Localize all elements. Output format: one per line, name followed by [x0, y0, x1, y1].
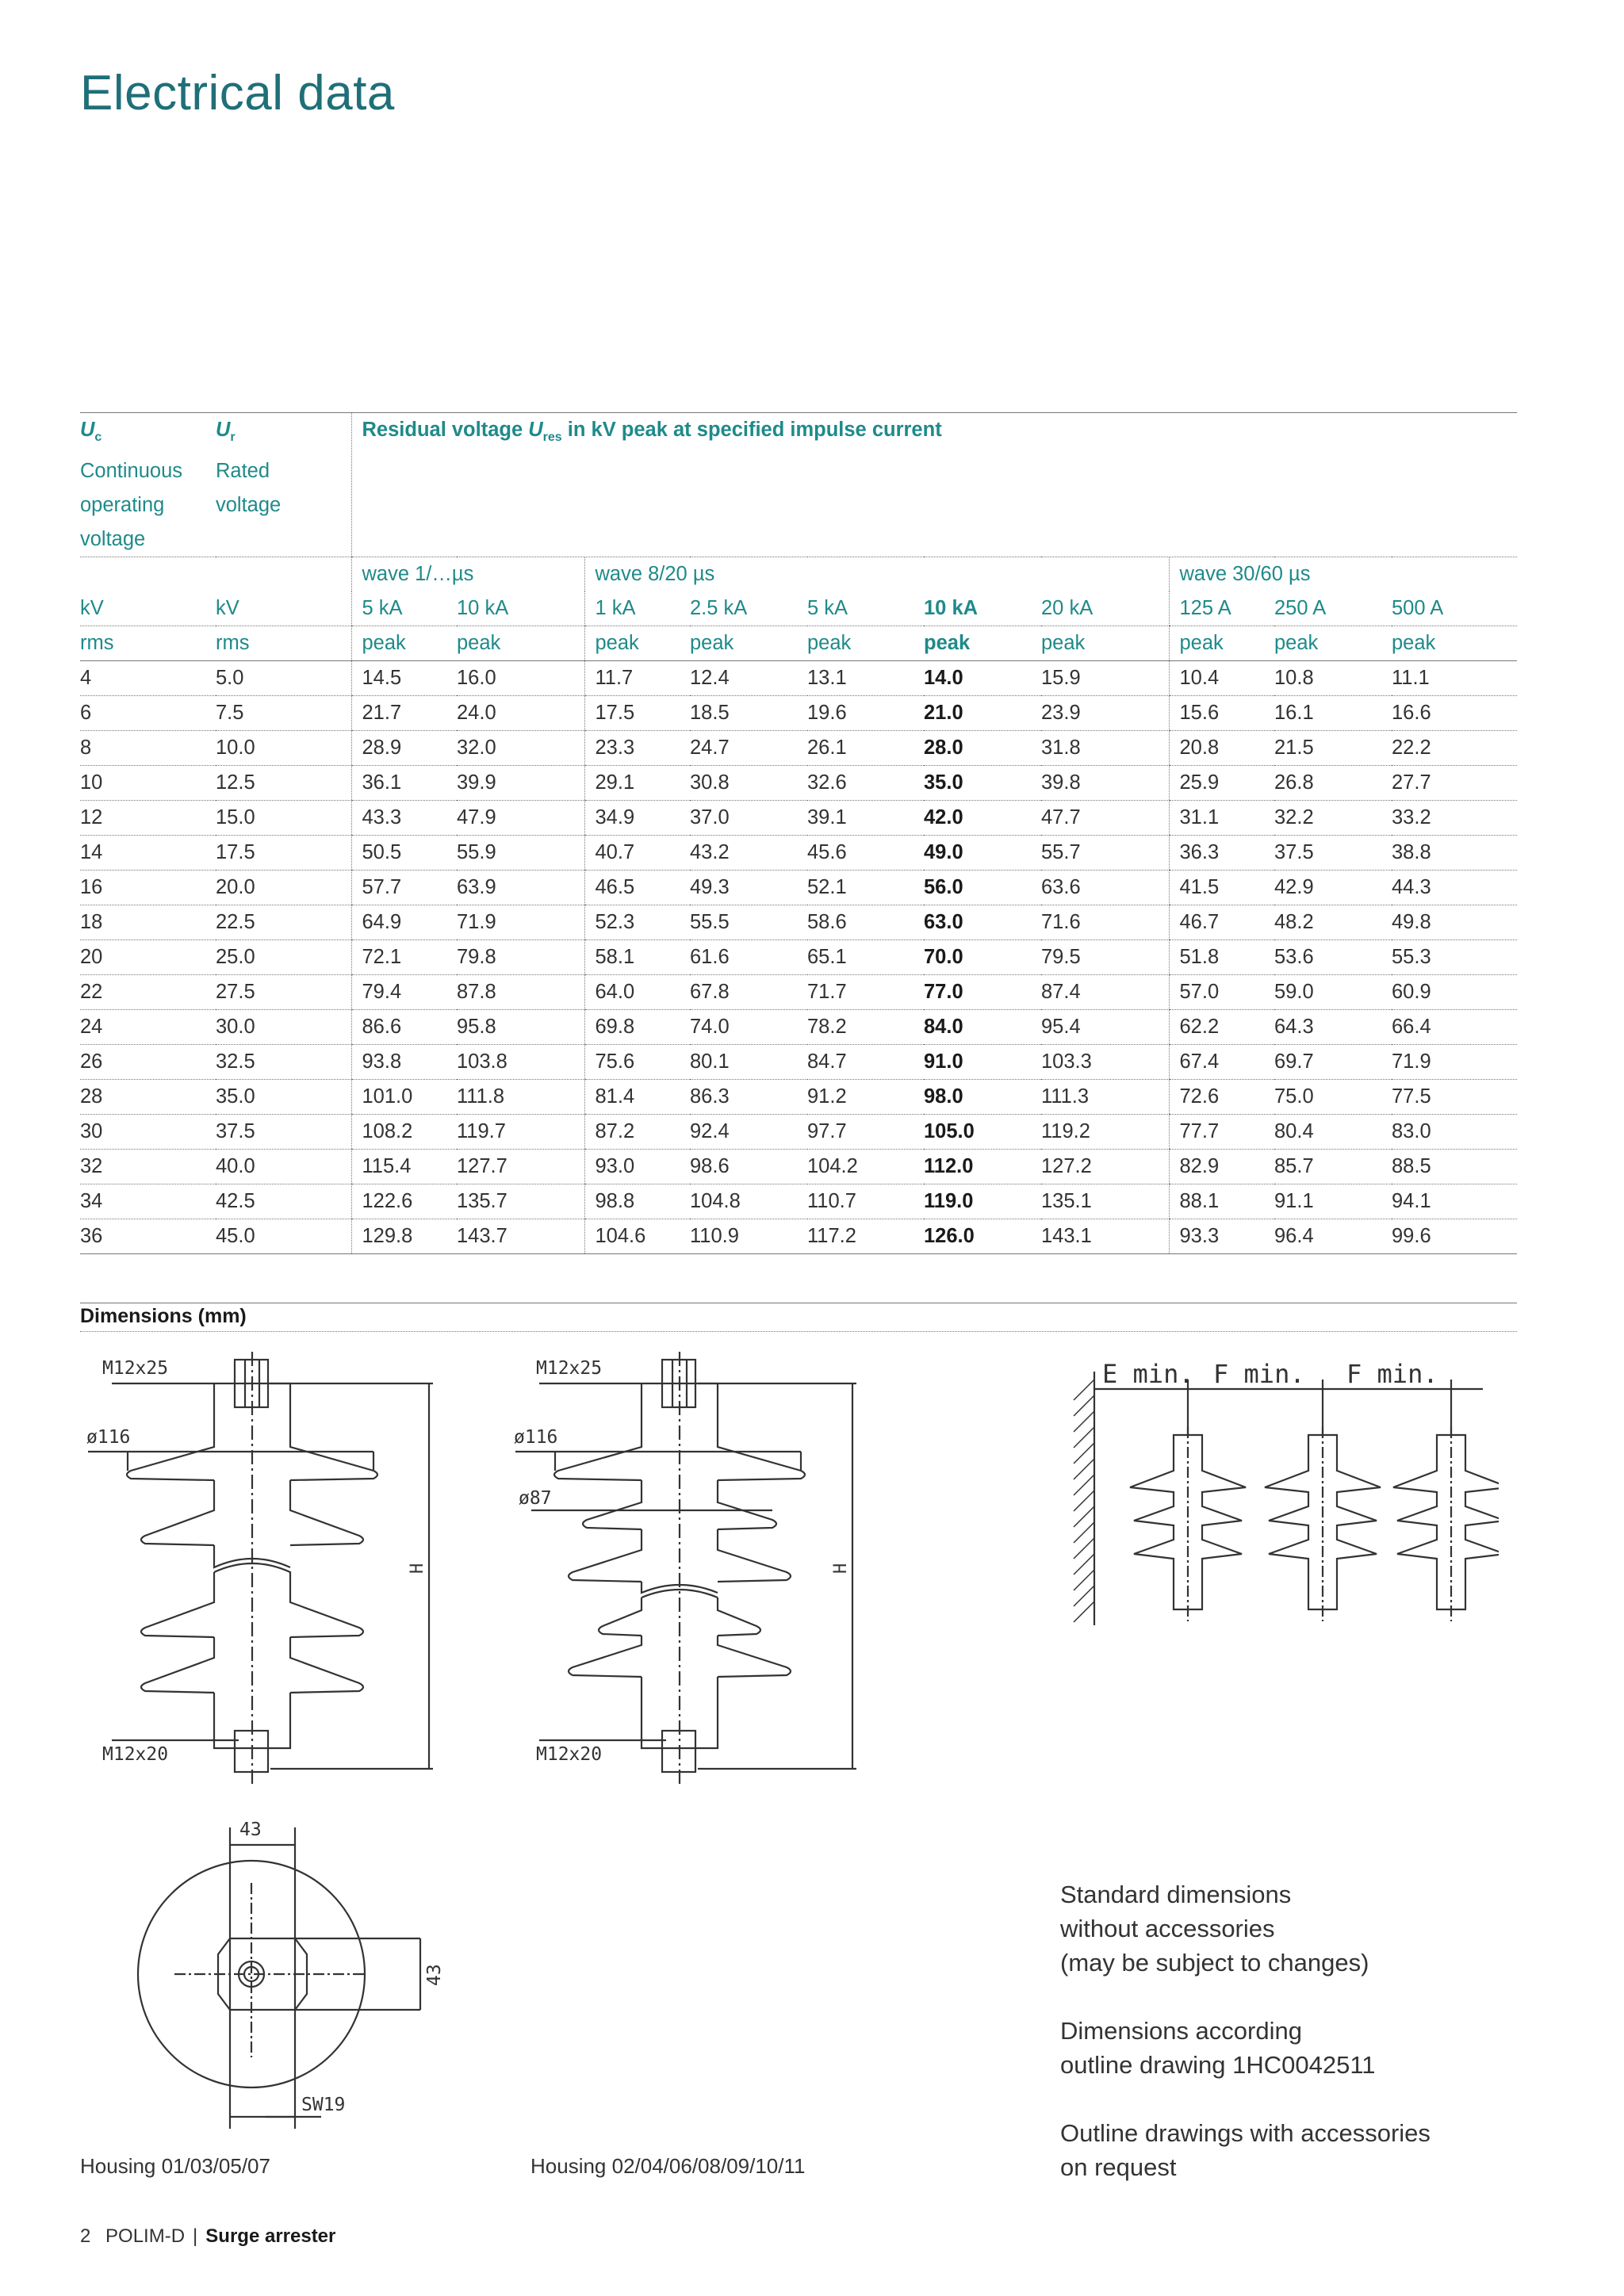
ur-desc-2: voltage — [216, 494, 282, 517]
data-cell: 39.9 — [457, 766, 584, 801]
data-cell: 80.4 — [1274, 1115, 1392, 1150]
data-cell: 77.5 — [1392, 1080, 1517, 1115]
data-cell: 45.6 — [807, 836, 924, 871]
unit-cell: kV — [216, 591, 351, 626]
data-cell: 43.2 — [690, 836, 807, 871]
data-cell: 48.2 — [1274, 905, 1392, 940]
data-cell: 43.3 — [351, 801, 457, 836]
data-cell: 17.5 — [584, 696, 690, 731]
data-cell: 98.0 — [924, 1080, 1041, 1115]
data-cell: 87.2 — [584, 1115, 690, 1150]
data-cell: 29.1 — [584, 766, 690, 801]
electrical-data-table — [80, 412, 1517, 1254]
data-cell: 79.4 — [351, 975, 457, 1010]
uc-header — [80, 413, 216, 557]
data-cell: 32 — [80, 1150, 216, 1184]
table-row — [80, 1080, 1517, 1115]
data-cell: 20 — [80, 940, 216, 975]
data-cell: 91.0 — [924, 1045, 1041, 1080]
data-cell: 25.9 — [1169, 766, 1274, 801]
data-cell: 111.8 — [457, 1080, 584, 1115]
data-cell: 129.8 — [351, 1219, 457, 1254]
data-cell: 55.7 — [1041, 836, 1169, 871]
data-cell: 24.7 — [690, 731, 807, 766]
page-title: Electrical data — [80, 66, 395, 121]
data-cell: 17.5 — [216, 836, 351, 871]
m12x20-label: M12x20 — [102, 1744, 169, 1765]
table-row — [80, 905, 1517, 940]
data-cell: 22 — [80, 975, 216, 1010]
data-cell: 7.5 — [216, 696, 351, 731]
dimensions-title: Dimensions (mm) — [80, 1305, 247, 1327]
data-cell: 69.7 — [1274, 1045, 1392, 1080]
data-cell: 112.0 — [924, 1150, 1041, 1184]
data-cell: 34 — [80, 1184, 216, 1219]
w43-side-label: 43 — [424, 1964, 445, 1986]
kind-cell: peak — [457, 626, 584, 661]
unit-cell: 10 kA — [457, 591, 584, 626]
data-cell: 92.4 — [690, 1115, 807, 1150]
data-cell: 16 — [80, 871, 216, 905]
data-cell: 66.4 — [1392, 1010, 1517, 1045]
data-cell: 111.3 — [1041, 1080, 1169, 1115]
unit-cell: 125 A — [1169, 591, 1274, 626]
data-cell: 75.6 — [584, 1045, 690, 1080]
data-cell: 40.0 — [216, 1150, 351, 1184]
data-cell: 71.9 — [457, 905, 584, 940]
data-cell: 74.0 — [690, 1010, 807, 1045]
data-cell: 52.3 — [584, 905, 690, 940]
data-cell: 82.9 — [1169, 1150, 1274, 1184]
data-cell: 14 — [80, 836, 216, 871]
data-cell: 86.3 — [690, 1080, 807, 1115]
data-cell: 119.0 — [924, 1184, 1041, 1219]
data-cell: 104.8 — [690, 1184, 807, 1219]
kind-cell: peak — [1274, 626, 1392, 661]
unit-cell: kV — [80, 591, 216, 626]
f-min-label-1: F min. — [1213, 1359, 1305, 1389]
footer-subject: Surge arrester — [205, 2225, 336, 2247]
data-cell: 26.8 — [1274, 766, 1392, 801]
data-cell: 79.5 — [1041, 940, 1169, 975]
data-cell: 70.0 — [924, 940, 1041, 975]
data-cell: 98.8 — [584, 1184, 690, 1219]
data-cell: 40.7 — [584, 836, 690, 871]
d116-label: ø116 — [86, 1427, 131, 1448]
unit-cell: 10 kA — [924, 591, 1041, 626]
data-cell: 35.0 — [924, 766, 1041, 801]
table-row — [80, 1184, 1517, 1219]
data-cell: 105.0 — [924, 1115, 1041, 1150]
note-outline-drawing: Dimensions according outline drawing 1HC0042511 — [1060, 2017, 1376, 2079]
f-min-label-2: F min. — [1346, 1359, 1438, 1389]
ur-header — [216, 413, 351, 557]
data-cell: 60.9 — [1392, 975, 1517, 1010]
kind-cell: peak — [1041, 626, 1169, 661]
data-cell: 10.8 — [1274, 661, 1392, 696]
unit-cell: 250 A — [1274, 591, 1392, 626]
data-cell: 56.0 — [924, 871, 1041, 905]
table-row — [80, 871, 1517, 905]
data-cell: 37.5 — [216, 1115, 351, 1150]
data-cell: 21.5 — [1274, 731, 1392, 766]
table-row — [80, 696, 1517, 731]
housing-1-drawing — [80, 1352, 453, 1796]
data-cell: 32.6 — [807, 766, 924, 801]
data-cell: 19.6 — [807, 696, 924, 731]
table-row — [80, 1150, 1517, 1184]
data-cell: 30.0 — [216, 1010, 351, 1045]
note-accessories: Outline drawings with accessories on request — [1060, 2119, 1431, 2181]
table-row — [80, 975, 1517, 1010]
data-cell: 11.1 — [1392, 661, 1517, 696]
d116-label: ø116 — [514, 1427, 558, 1448]
data-cell: 14.5 — [351, 661, 457, 696]
data-cell: 28 — [80, 1080, 216, 1115]
data-cell: 122.6 — [351, 1184, 457, 1219]
data-cell: 16.0 — [457, 661, 584, 696]
data-cell: 39.8 — [1041, 766, 1169, 801]
kind-cell: peak — [584, 626, 690, 661]
data-cell: 36.1 — [351, 766, 457, 801]
data-cell: 94.1 — [1392, 1184, 1517, 1219]
data-cell: 6 — [80, 696, 216, 731]
w43-top-label: 43 — [239, 1820, 262, 1840]
data-cell: 26.1 — [807, 731, 924, 766]
data-cell: 44.3 — [1392, 871, 1517, 905]
data-cell: 119.7 — [457, 1115, 584, 1150]
data-cell: 31.1 — [1169, 801, 1274, 836]
data-cell: 15.0 — [216, 801, 351, 836]
data-cell: 67.8 — [690, 975, 807, 1010]
data-cell: 72.1 — [351, 940, 457, 975]
data-cell: 55.5 — [690, 905, 807, 940]
data-cell: 88.1 — [1169, 1184, 1274, 1219]
data-cell: 52.1 — [807, 871, 924, 905]
data-cell: 45.0 — [216, 1219, 351, 1254]
ur-symbol: $U_r$ — [216, 419, 236, 445]
kind-cell: peak — [807, 626, 924, 661]
data-cell: 98.6 — [690, 1150, 807, 1184]
data-cell: 35.0 — [216, 1080, 351, 1115]
data-cell: 108.2 — [351, 1115, 457, 1150]
data-cell: 39.1 — [807, 801, 924, 836]
wave-group-1: wave 1/…µs — [351, 557, 584, 592]
data-cell: 37.0 — [690, 801, 807, 836]
m12x25-label: M12x25 — [536, 1358, 603, 1379]
data-cell: 110.9 — [690, 1219, 807, 1254]
data-cell: 93.3 — [1169, 1219, 1274, 1254]
note-standard-dimensions: Standard dimensions without accessories (may be subject to changes) — [1060, 1881, 1369, 1976]
data-cell: 12.4 — [690, 661, 807, 696]
wave-group-3: wave 30/60 µs — [1169, 557, 1517, 592]
data-cell: 110.7 — [807, 1184, 924, 1219]
table-row — [80, 661, 1517, 696]
table-row — [80, 1219, 1517, 1254]
data-cell: 10 — [80, 766, 216, 801]
data-cell: 58.1 — [584, 940, 690, 975]
data-cell: 22.2 — [1392, 731, 1517, 766]
data-cell: 143.7 — [457, 1219, 584, 1254]
data-cell: 25.0 — [216, 940, 351, 975]
data-cell: 10.0 — [216, 731, 351, 766]
data-cell: 85.7 — [1274, 1150, 1392, 1184]
kind-cell: peak — [690, 626, 807, 661]
data-cell: 58.6 — [807, 905, 924, 940]
data-cell: 59.0 — [1274, 975, 1392, 1010]
h-label: H — [831, 1563, 851, 1574]
page-footer: 2 POLIM-D | Surge arrester — [80, 2225, 336, 2247]
data-cell: 32.2 — [1274, 801, 1392, 836]
clearance-drawing — [1055, 1348, 1499, 1633]
data-cell: 18.5 — [690, 696, 807, 731]
table-row — [80, 1115, 1517, 1150]
m12x20-label: M12x20 — [536, 1744, 603, 1765]
dimensions-rule-bottom — [80, 1331, 1517, 1332]
data-cell: 47.7 — [1041, 801, 1169, 836]
data-cell: 51.8 — [1169, 940, 1274, 975]
data-cell: 99.6 — [1392, 1219, 1517, 1254]
data-cell: 87.8 — [457, 975, 584, 1010]
data-cell: 80.1 — [690, 1045, 807, 1080]
data-cell: 31.8 — [1041, 731, 1169, 766]
ur-desc-1: Rated — [216, 460, 270, 483]
data-cell: 103.3 — [1041, 1045, 1169, 1080]
data-cell: 83.0 — [1392, 1115, 1517, 1150]
top-view-drawing — [127, 1796, 452, 2145]
table-row — [80, 766, 1517, 801]
data-cell: 91.2 — [807, 1080, 924, 1115]
data-cell: 49.3 — [690, 871, 807, 905]
table-row — [80, 1010, 1517, 1045]
data-cell: 33.2 — [1392, 801, 1517, 836]
data-cell: 11.7 — [584, 661, 690, 696]
table-header-row — [80, 413, 1517, 557]
table-row — [80, 940, 1517, 975]
unit-cell: 5 kA — [807, 591, 924, 626]
data-cell: 77.0 — [924, 975, 1041, 1010]
data-cell: 42.0 — [924, 801, 1041, 836]
table-row — [80, 801, 1517, 836]
data-cell: 64.3 — [1274, 1010, 1392, 1045]
data-cell: 12.5 — [216, 766, 351, 801]
data-cell: 126.0 — [924, 1219, 1041, 1254]
data-cell: 21.7 — [351, 696, 457, 731]
data-cell: 103.8 — [457, 1045, 584, 1080]
page-number: 2 — [80, 2225, 91, 2247]
data-cell: 127.7 — [457, 1150, 584, 1184]
data-cell: 14.0 — [924, 661, 1041, 696]
data-cell: 32.5 — [216, 1045, 351, 1080]
data-cell: 13.1 — [807, 661, 924, 696]
data-cell: 135.1 — [1041, 1184, 1169, 1219]
uc-symbol: $U_c$ — [80, 419, 102, 445]
data-cell: 49.0 — [924, 836, 1041, 871]
table-row — [80, 731, 1517, 766]
data-cell: 71.9 — [1392, 1045, 1517, 1080]
data-cell: 16.1 — [1274, 696, 1392, 731]
unit-cell: 5 kA — [351, 591, 457, 626]
uc-desc-3: voltage — [80, 528, 146, 551]
data-cell: 65.1 — [807, 940, 924, 975]
data-cell: 64.9 — [351, 905, 457, 940]
data-cell: 104.6 — [584, 1219, 690, 1254]
data-cell: 87.4 — [1041, 975, 1169, 1010]
data-cell: 30 — [80, 1115, 216, 1150]
data-cell: 50.5 — [351, 836, 457, 871]
product-name: POLIM-D — [105, 2225, 186, 2247]
uc-desc-2: operating — [80, 494, 165, 517]
data-cell: 63.6 — [1041, 871, 1169, 905]
data-cell: 69.8 — [584, 1010, 690, 1045]
data-cell: 57.0 — [1169, 975, 1274, 1010]
data-cell: 53.6 — [1274, 940, 1392, 975]
data-cell: 62.2 — [1169, 1010, 1274, 1045]
unit-cell: 20 kA — [1041, 591, 1169, 626]
data-cell: 84.7 — [807, 1045, 924, 1080]
data-cell: 143.1 — [1041, 1219, 1169, 1254]
data-cell: 16.6 — [1392, 696, 1517, 731]
data-cell: 78.2 — [807, 1010, 924, 1045]
data-cell: 21.0 — [924, 696, 1041, 731]
data-cell: 27.7 — [1392, 766, 1517, 801]
kind-cell: peak — [924, 626, 1041, 661]
data-cell: 72.6 — [1169, 1080, 1274, 1115]
data-cell: 86.6 — [351, 1010, 457, 1045]
data-cell: 12 — [80, 801, 216, 836]
data-cell: 15.9 — [1041, 661, 1169, 696]
data-cell: 30.8 — [690, 766, 807, 801]
kind-cell: peak — [351, 626, 457, 661]
unit-cell: 2.5 kA — [690, 591, 807, 626]
wave-group-row — [80, 557, 1517, 592]
data-cell: 127.2 — [1041, 1150, 1169, 1184]
e-min-label: E min. — [1102, 1359, 1194, 1389]
kind-cell: rms — [80, 626, 216, 661]
data-cell: 41.5 — [1169, 871, 1274, 905]
data-cell: 71.6 — [1041, 905, 1169, 940]
data-cell: 46.7 — [1169, 905, 1274, 940]
data-cell: 81.4 — [584, 1080, 690, 1115]
kind-cell: peak — [1392, 626, 1517, 661]
data-cell: 88.5 — [1392, 1150, 1517, 1184]
data-cell: 101.0 — [351, 1080, 457, 1115]
data-cell: 23.9 — [1041, 696, 1169, 731]
data-cell: 95.8 — [457, 1010, 584, 1045]
data-cell: 49.8 — [1392, 905, 1517, 940]
data-cell: 79.8 — [457, 940, 584, 975]
data-cell: 10.4 — [1169, 661, 1274, 696]
data-cell: 5.0 — [216, 661, 351, 696]
data-cell: 37.5 — [1274, 836, 1392, 871]
table-row — [80, 1045, 1517, 1080]
sw19-label: SW19 — [301, 2095, 346, 2115]
data-cell: 32.0 — [457, 731, 584, 766]
unit-cell: 1 kA — [584, 591, 690, 626]
data-cell: 115.4 — [351, 1150, 457, 1184]
data-cell: 8 — [80, 731, 216, 766]
data-cell: 36 — [80, 1219, 216, 1254]
data-cell: 93.8 — [351, 1045, 457, 1080]
unit-cell: 500 A — [1392, 591, 1517, 626]
data-cell: 24 — [80, 1010, 216, 1045]
data-cell: 95.4 — [1041, 1010, 1169, 1045]
data-cell: 20.0 — [216, 871, 351, 905]
data-cell: 119.2 — [1041, 1115, 1169, 1150]
data-cell: 20.8 — [1169, 731, 1274, 766]
data-cell: 77.7 — [1169, 1115, 1274, 1150]
uc-desc-1: Continuous — [80, 460, 183, 483]
data-cell: 91.1 — [1274, 1184, 1392, 1219]
data-cell: 135.7 — [457, 1184, 584, 1219]
residual-voltage-header: Residual voltage $U_{res}$ in kV peak at specified impulse current — [351, 413, 1517, 557]
data-cell: 27.5 — [216, 975, 351, 1010]
kind-cell: peak — [1169, 626, 1274, 661]
units-row — [80, 591, 1517, 626]
data-cell: 57.7 — [351, 871, 457, 905]
data-cell: 47.9 — [457, 801, 584, 836]
housing-2-drawing — [508, 1352, 880, 1796]
data-cell: 64.0 — [584, 975, 690, 1010]
data-cell: 104.2 — [807, 1150, 924, 1184]
data-cell: 18 — [80, 905, 216, 940]
data-cell: 55.3 — [1392, 940, 1517, 975]
data-cell: 22.5 — [216, 905, 351, 940]
data-cell: 71.7 — [807, 975, 924, 1010]
table-row — [80, 836, 1517, 871]
data-cell: 93.0 — [584, 1150, 690, 1184]
h-label: H — [408, 1563, 427, 1574]
kind-cell: rms — [216, 626, 351, 661]
data-cell: 61.6 — [690, 940, 807, 975]
caption-housing-2: Housing 02/04/06/08/09/10/11 — [530, 2154, 806, 2178]
data-cell: 23.3 — [584, 731, 690, 766]
data-cell: 4 — [80, 661, 216, 696]
data-cell: 55.9 — [457, 836, 584, 871]
data-cell: 36.3 — [1169, 836, 1274, 871]
data-cell: 15.6 — [1169, 696, 1274, 731]
data-cell: 34.9 — [584, 801, 690, 836]
data-cell: 67.4 — [1169, 1045, 1274, 1080]
data-cell: 117.2 — [807, 1219, 924, 1254]
data-cell: 63.9 — [457, 871, 584, 905]
data-cell: 42.9 — [1274, 871, 1392, 905]
data-cell: 26 — [80, 1045, 216, 1080]
data-cell: 84.0 — [924, 1010, 1041, 1045]
data-cell: 96.4 — [1274, 1219, 1392, 1254]
d87-label: ø87 — [519, 1488, 552, 1509]
data-cell: 38.8 — [1392, 836, 1517, 871]
data-cell: 28.0 — [924, 731, 1041, 766]
data-cell: 42.5 — [216, 1184, 351, 1219]
data-cell: 63.0 — [924, 905, 1041, 940]
wave-group-2: wave 8/20 µs — [584, 557, 1169, 592]
data-cell: 24.0 — [457, 696, 584, 731]
kinds-row — [80, 626, 1517, 661]
m12x25-label: M12x25 — [102, 1358, 169, 1379]
data-cell: 28.9 — [351, 731, 457, 766]
data-cell: 75.0 — [1274, 1080, 1392, 1115]
data-cell: 46.5 — [584, 871, 690, 905]
data-cell: 97.7 — [807, 1115, 924, 1150]
caption-housing-1: Housing 01/03/05/07 — [80, 2154, 270, 2178]
